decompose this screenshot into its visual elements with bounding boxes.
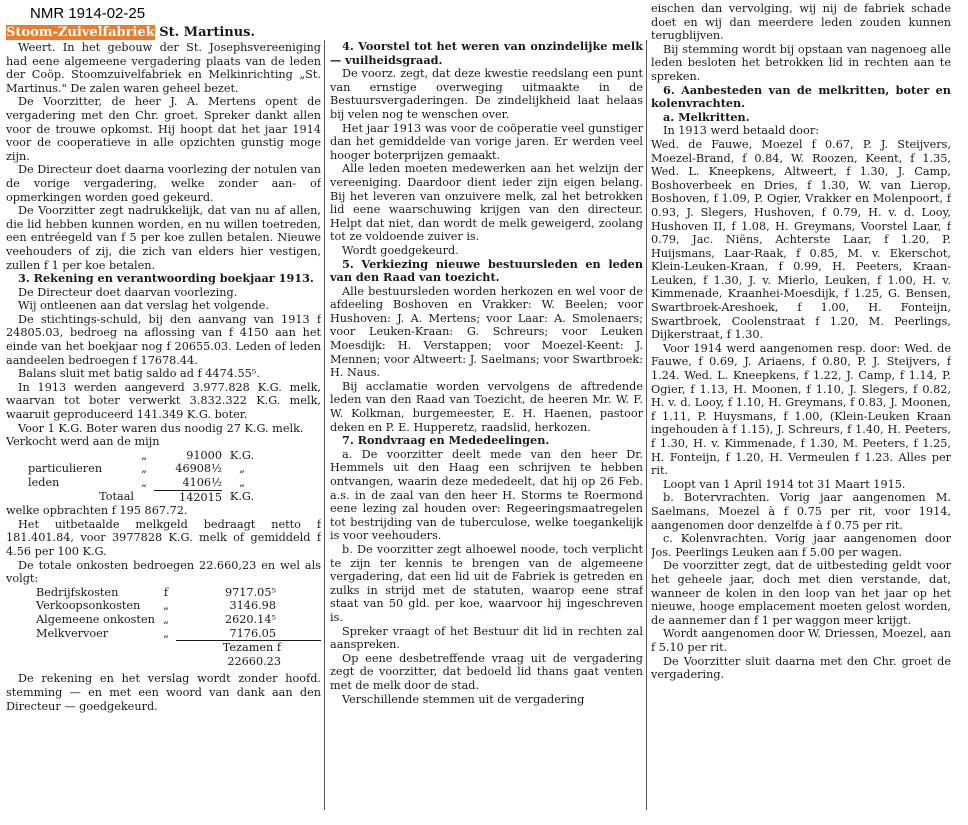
section-heading: 5. Verkiezing nieuwe bestuursleden en leden van den Raad van toezicht. [330, 256, 643, 285]
section-heading: 6. Aanbesteden van de melkritten, boter en kolenvrachten. [651, 82, 951, 111]
column-divider [324, 40, 325, 810]
sales-unit: „ [239, 462, 245, 476]
paragraph: De rekening en het verslag wordt zonder hoofd. stemming — en met een woord van dank aan den Directeur — goedgekeurd. [6, 672, 321, 713]
cost-quote: „ [163, 626, 169, 640]
paragraph: Wordt aangenomen door W. Driessen, Moezel, aan f 5.10 per rit. [651, 627, 951, 654]
paragraph: Voor 1914 werd aangenomen resp. door: Wed. de Fauwe, f 0.69, J. Ariaens, f 0.80, P. J. Steijvers, f 1.24. Wed. L. Kneepkens, f 1.22, J. Camp, f 1.14, P. Ogier, f 1.13, H. Moonen, f 1.10, J. Slegers, f 0.82, H. v. d. Looy, f 1.10, H. Greymans, f 0.83, J. Moonen, f 1.11, P. Huysmans, f 1.00, (Klein-Leuken Kraan ingehouden à f 1.15), J. Schreurs, f 1.40, H. Peeters, f 1.30, H. v. Kimmenade, f 1.30, M. Peeters, f 1.25, H. Fonteijn, f 1.20, H. Vermeulen f 1.23. Alles per rit. [651, 341, 951, 478]
paragraph: In 1913 werden aangeverd 3.977.828 K.G. melk, waarvan tot boter verwerkt 3.832.322 K.G. melk, waaruit geproduceerd 141.349 K.G. boter. [6, 380, 321, 422]
paragraph: Verschillende stemmen uit de vergadering [342, 692, 585, 706]
paragraph: a. De voorzitter deelt mede van den heer Dr. Hemmels uit den Haag een schrijven te hebben ontvangen, waarin deze mededeelt, dat hij op 26 Feb. a.s. in de zaal van den heer H. Storms te Roermond eene lezing zal houden over: Regeeringsmaatregelen tot bestrijding van de tuberculose, welke toegankelijk is voor veehouders. [330, 447, 643, 543]
paragraph: b. De voorzitter zegt alhoewel noode, toch verplicht te zijn ter kennis te brengen van de algemeene vergadering, dat een lid uit de Fabriek is getreden en zulks in strijd met de statuten, waarop eene straf staat van 50 gld. per koe, waarvoor hij ingeschreven is. [330, 542, 643, 624]
paragraph: De Voorzitter zegt nadrukkelijk, dat van nu af allen, die lid hebben kunnen worden, en nu willen toetreden, een entréegeld van f 5 per koe zullen betalen. Nieuwe veehouders of zij, die zich van elders hier vestigen, zullen f 1 per koe betalen. [6, 204, 321, 272]
sales-quote: „ [141, 476, 147, 489]
paragraph: De voorz. zegt, dat deze kwestie reedslang een punt van ernstige overweging uitmaakte in de Bestuursvergaderingen. De zindelijkheid laat helaas bij velen nog te wenschen over. [330, 67, 643, 121]
cost-label: Melkvervoer [36, 626, 109, 640]
section-heading: a. Melkritten. [663, 109, 750, 124]
cost-amount: 9717.05⁵ [224, 585, 276, 599]
paragraph: eischen dan vervolging, wij nij de fabriek schade doet en wij dan meerdere leden zouden kunnen terugblijven. [651, 2, 951, 43]
headline-rest: St. Martinus. [154, 25, 256, 40]
cost-quote: „ [163, 599, 169, 613]
paragraph: Op eene desbetreffende vraag uit de vergadering zegt de voorzitter, dat bedoeld lid thans gaat venten met de melk door de stad. [330, 651, 643, 692]
costs-total: Tezamen f 22660.23 [176, 640, 321, 668]
sales-unit: K.G. [229, 448, 255, 462]
paragraph: b. Botervrachten. Vorig jaar aangenomen M. Saelmans, Moezel à f 0.75 per rit, voor 1914, aangenomen door denzelfde à f 0.75 per rit. [651, 491, 951, 532]
sales-total-amount: 142015 [154, 490, 222, 505]
sales-intro: Verkocht werd aan de mijn [6, 435, 160, 449]
paragraph: welke opbrachten f 195 867.72. [6, 504, 188, 518]
clipping-source-label: NMR 1914-02-25 [30, 5, 146, 22]
sales-label: leden [28, 476, 60, 489]
paragraph: Alle bestuursleden worden herkozen en wel voor de afdeeling Boshoven en Vrakker: W. Beelen; voor Hushoven: J. A. Mertens; voor Laar: A. Smolenaers; voor Leuken-Kraan: G. Schreurs; voor Leuken Moesdijk: H. Verstappen; voor Moezel-Keent: J. Mennen; voor Altweert: J. Saelmans; voor Swartbroek: H. Naus. [330, 284, 643, 380]
cost-amount: 3146.98 [229, 599, 276, 613]
section-heading: 4. Voorstel tot het weren van onzindelijke melk — vuilheidsgraad. [330, 40, 643, 67]
article-column-2 [330, 40, 643, 825]
paragraph: De stichtings-schuld, bij den aanvang van 1913 f 24805.03, bedroeg na aflossing van f 4150 aan het einde van het boekjaar nog f 20655.03. Leden of leden aandeelen bedroegen f 17678.44. [6, 312, 321, 367]
paragraph: Wordt goedgekeurd. [342, 243, 459, 257]
sales-total-label: Totaal [99, 489, 134, 503]
column-divider [646, 40, 647, 810]
sales-amount: 91000 [186, 448, 222, 462]
sales-quote: „ [141, 462, 147, 476]
sales-amount: 46908½ [175, 462, 222, 476]
article-column-1 [6, 25, 321, 810]
paragraph: Bij stemming wordt bij opstaan van nagenoeg alle leden besloten het betrokken lid in rechten aan te spreken. [651, 42, 951, 83]
paragraph: De Directeur doet daarna voorlezing der notulen van de vorige vergadering, welke zonder aan- of opmerkingen worden goed gekeurd. [6, 163, 321, 204]
section-heading: 7. Rondvraag en Mededeelingen. [342, 433, 550, 448]
paragraph: De Voorzitter sluit daarna met den Chr. groet de vergadering. [651, 654, 951, 682]
sales-table [6, 449, 321, 504]
sales-amount: 4106½ [182, 476, 222, 489]
paragraph: Weert. In het gebouw der St. Josephsvereeniging had eene algemeene vergadering plaats van de leden der Coöp. Stoomzuivelfabriek en Melkinrichting „St. Martinus." De zalen waren geheel bezet. [6, 41, 321, 95]
paragraph: Bij acclamatie worden vervolgens de aftredende leden van den Raad van Toezicht, de heeren Mr. W. F. W. Kolkman, burgemeester, E. H. Haenen, pastoor deken en P. E. Hupperetz, raadslid, herkozen. [330, 379, 643, 434]
paragraph: Het uitbetaalde melkgeld bedraagt netto f 181.401.84, voor 3977828 K.G. melk of gemiddeld f 4.56 per 100 K.G. [6, 517, 321, 558]
article-column-3 [651, 2, 951, 787]
paragraph: De Directeur doet daarvan voorlezing. [18, 285, 238, 299]
paragraph: Het jaar 1913 was voor de coöperatie veel gunstiger dan het gemiddelde van vorige jaren. Er werden veel hooger boterprijzen gemaakt. [330, 121, 643, 162]
cost-quote: f [163, 585, 169, 599]
headline-highlight: Stoom-Zuivelfabriek [6, 25, 155, 40]
sales-total-unit: K.G. [229, 489, 255, 503]
cost-label: Algemeene onkosten [36, 612, 155, 626]
paragraph: Spreker vraagt of het Bestuur dit lid in rechten zal aanspreken. [330, 624, 643, 652]
section-heading: 3. Rekening en verantwoording boekjaar 1913. [18, 271, 314, 286]
paragraph: Loopt van 1 April 1914 tot 31 Maart 1915. [663, 477, 906, 491]
paragraph: De Voorzitter, de heer J. A. Mertens opent de vergadering met den Chr. groet. Spreker dankt allen voor de trouwe opkomst. Hij hoopt dat het jaar 1914 voor de cooperatieve in alle opzichten gunstig moge zijn. [6, 95, 321, 163]
paragraph: Wed. de Fauwe, Moezel f 0.67, P. J. Steijvers, Moezel-Brand, f 0.84, W. Roozen, Keent, f 1.35, Wed. L. Kneepkens, Altweert, f 1.30, J. Camp, Boshoverbeek en Dries, f 1.30, W. van Lierop, Boshoven, f 1.09, P. Ogier, Vrakker en Molenpoort, f 0.93, J. Slegers, Hushoven, f 0.79, H. v. d. Looy, Hushoven II, f 1.08, H. Greymans, Voorstel Laar, f 0.79, Jac. Niëns, Achterste Laar, f 1.20, P. Huijsmans, Laar-Raak, f 0.85, M. v. Ekerschot, Klein-Leuken-Kraan, f 0.99, H. Peeters, Kraan-Leuken, f 1.30, J. v. Mierlo, Leuken, f 1.00, H. v. Kimmenade, Kraanhei-Moesdijk, f 1.25, G. Bensen, Swartbroek-Areshoek, f 1.00, H. Fonteijn, Swartbroek, Coolenstraat f 1.20, M. Peerlings, Dijkerstraat, f 1.30. [651, 137, 951, 342]
sales-label [6, 449, 134, 463]
paragraph: In 1913 werd betaald door: [663, 124, 820, 138]
cost-label: Verkoopsonkosten [36, 599, 141, 613]
cost-amount: 7176.05 [229, 626, 276, 640]
cost-quote: „ [163, 612, 169, 626]
paragraph: De voorzitter zegt, dat de uitbesteding geldt voor het geheele jaar, doch met dien verstande, dat, wanneer de kolen in den loop van het jaar op het nieuwe, hooge emplacement moeten gelost worden, de aannemer dan f 1 per waggon meer krijgt. [651, 559, 951, 627]
paragraph: Balans sluit met batig saldo ad f 4474.55⁵. [18, 367, 260, 381]
cost-label: Bedrijfskosten [36, 585, 119, 599]
cost-amount: 2620.14⁵ [224, 612, 276, 626]
costs-table [6, 586, 321, 640]
article-headline [6, 25, 321, 41]
paragraph: Voor 1 K.G. Boter waren dus noodig 27 K.G. melk. [18, 421, 304, 435]
paragraph: c. Kolenvrachten. Vorig jaar aangenomen door Jos. Peerlings Leuken aan f 5.00 per wagen. [651, 532, 951, 559]
paragraph: Alle leden moeten medewerken aan het welzijn der vereeniging. Daardoor dient ieder zijn eigen belang. Bij het leveren van onzuivere melk, zal het betrokken lid eene waarschuwing krijgen van den directeur. Helpt dat niet, dan wordt de melk geweigerd, zoolang tot ze voldoende zuiver is. [330, 162, 643, 244]
paragraph: Wij ontleenen aan dat verslag het volgende. [18, 299, 269, 313]
sales-unit: „ [239, 476, 245, 489]
sales-label: particulieren [28, 462, 103, 476]
sales-quote: „ [141, 448, 147, 462]
paragraph: De totale onkosten bedroegen 22.660,23 en wel als volgt: [6, 558, 321, 586]
